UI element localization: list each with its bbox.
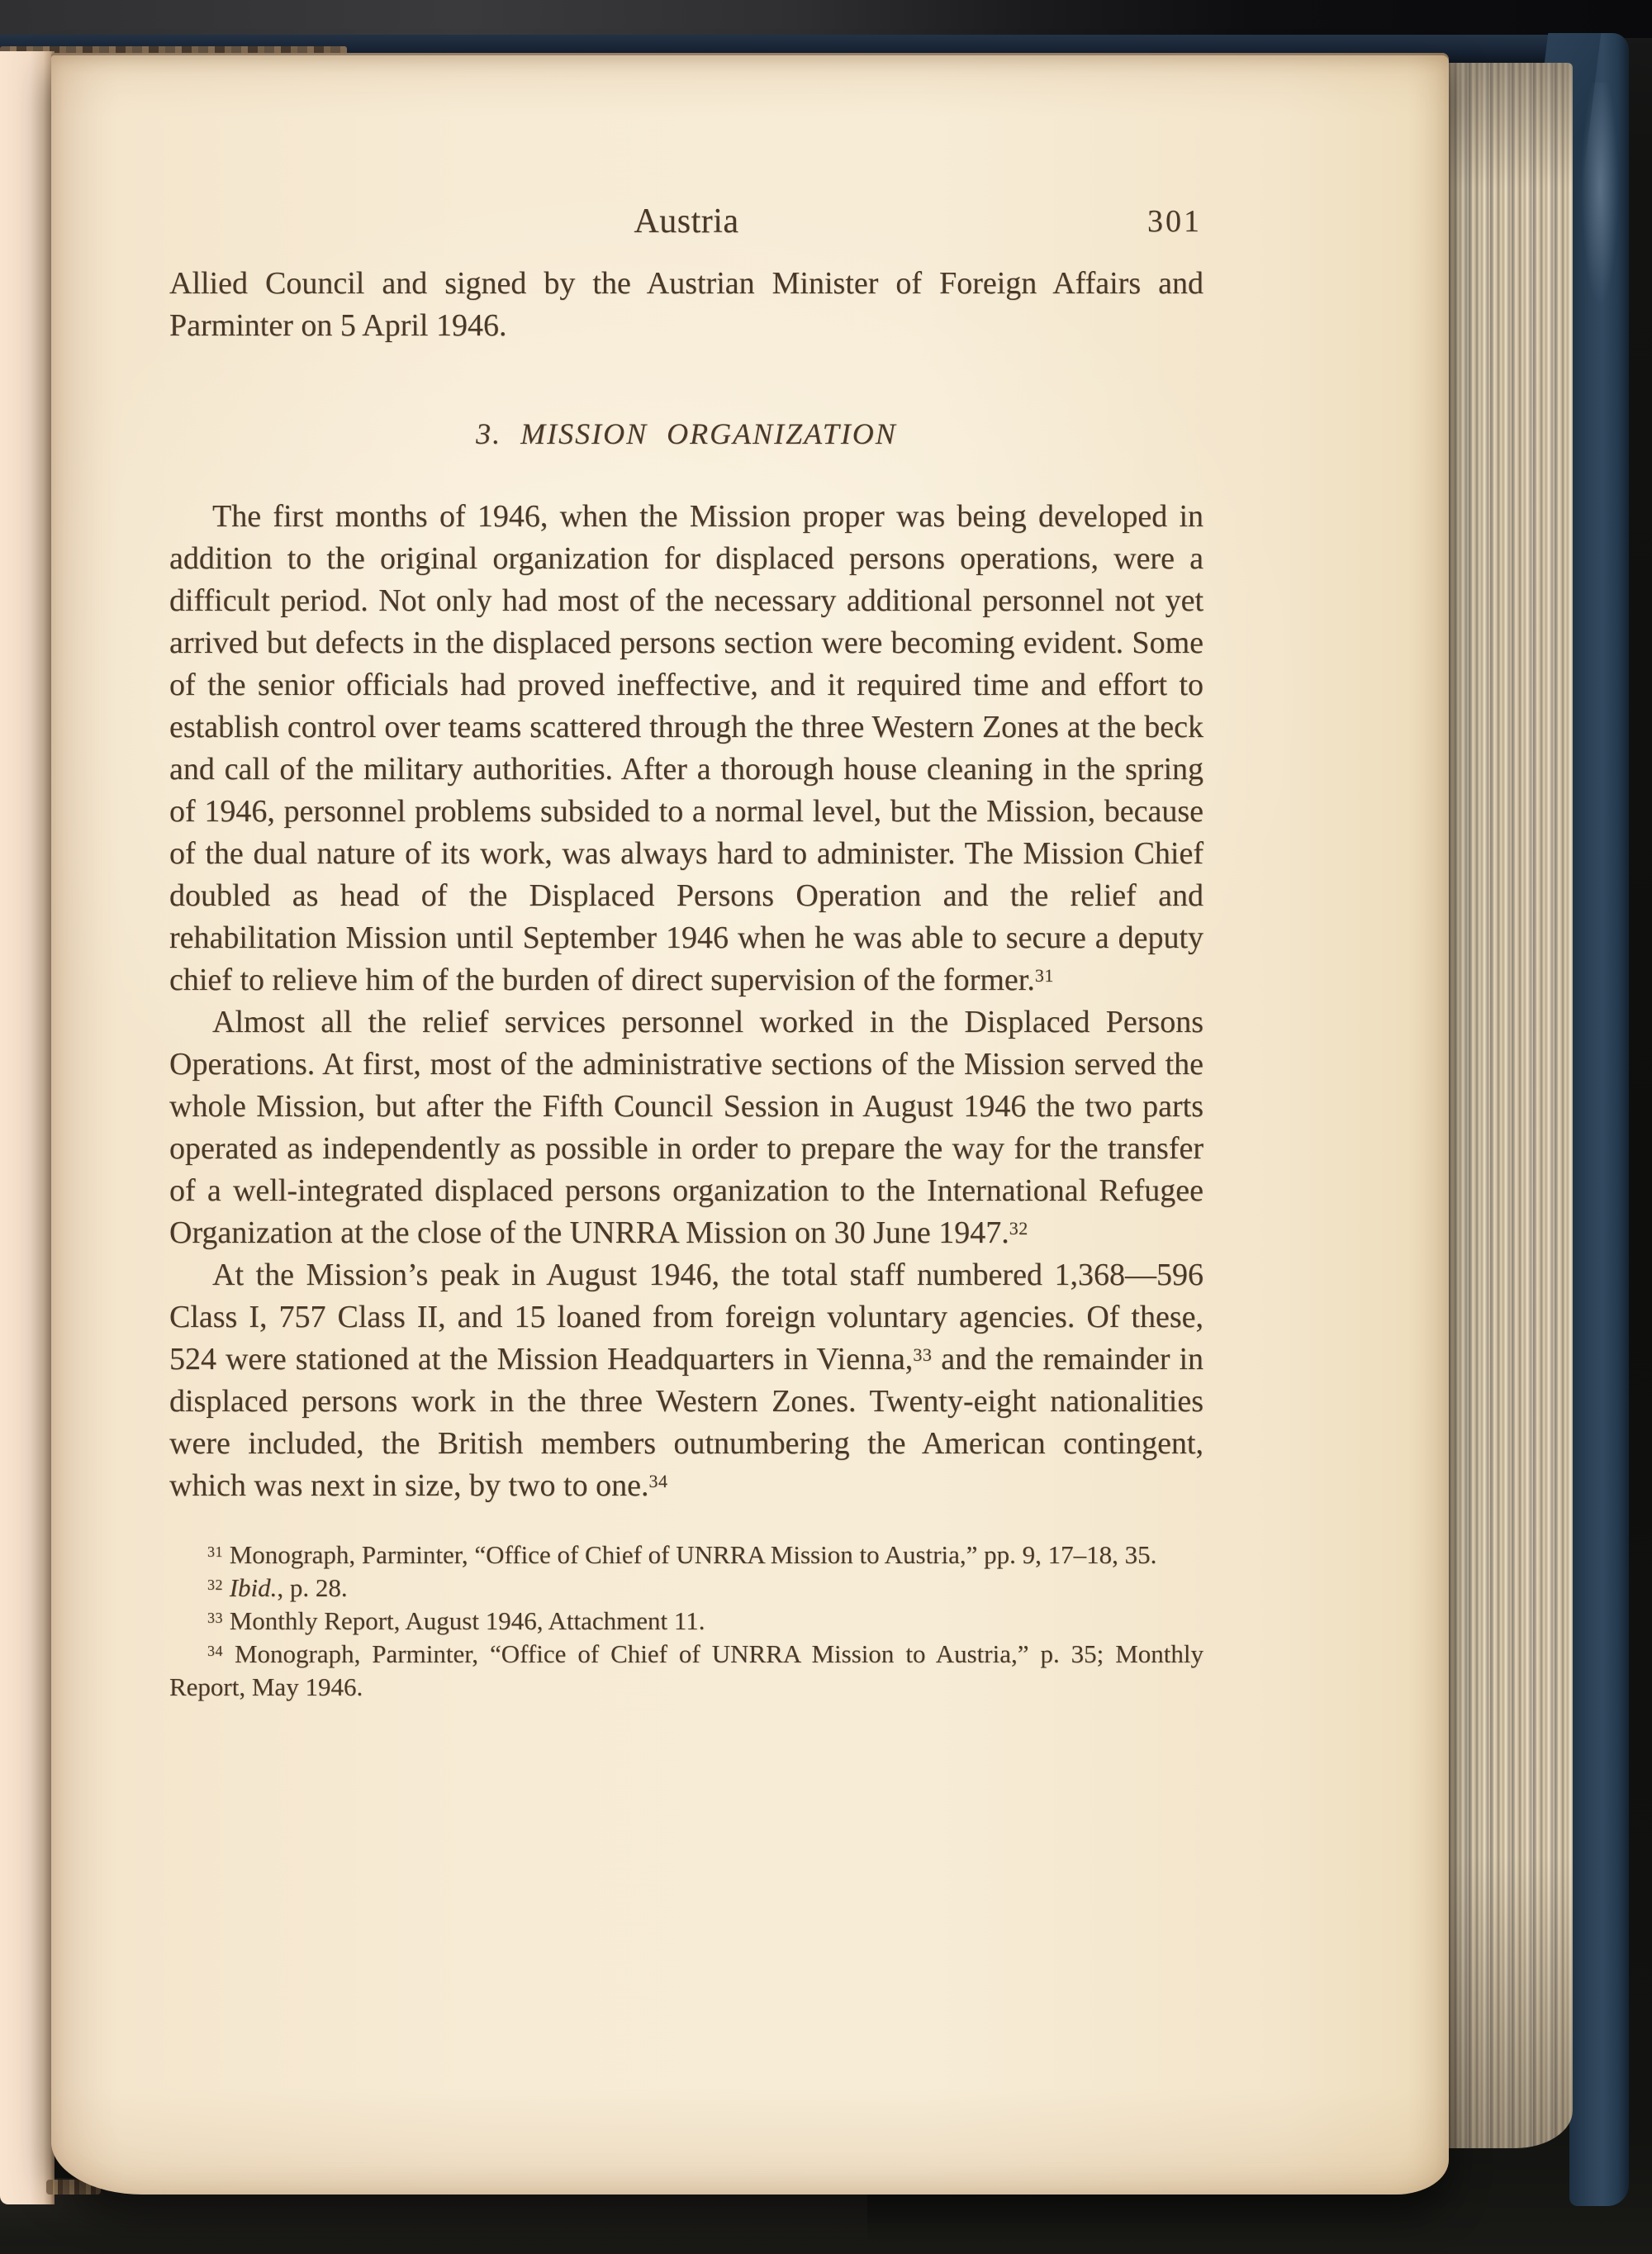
footnote-32 <box>169 1572 1203 1605</box>
paragraph-3-text-a: At the Mission’s peak in August 1946, the total staff numbered 1,368—596 Class I, 757 Class II, and 15 loaned from foreign voluntary agencies. Of these, 524 were stationed at the Mission Headquarters in Vienna, <box>169 1258 1203 1377</box>
text-column <box>169 202 1203 1704</box>
paragraph-2-text: Almost all the relief services personnel worked in the Displaced Persons Operations. At first, most of the administrative sections of the Mission served the whole Mission, but after the Fifth Council Session in August 1946 the two parts operated as independently as possible in order to prepare the way for the transfer of a well-integrated displaced persons organization to the International Refugee Organization at the close of the UNRRA Mission on 30 June 1947. <box>169 1005 1203 1250</box>
footnote-ref-32: 32 <box>1009 1218 1028 1239</box>
footnote-marker-34: 34 <box>207 1642 223 1659</box>
footnote-34 <box>169 1638 1203 1704</box>
book-cover-right-board <box>1569 33 1629 2206</box>
footnote-32-italic-text: Ibid. <box>229 1573 278 1602</box>
running-title: Austria <box>634 202 739 240</box>
book-page <box>51 53 1449 2195</box>
paragraph-1 <box>169 496 1203 1001</box>
paragraph-3 <box>169 1254 1203 1507</box>
page-number: 301 <box>1147 204 1202 239</box>
footnote-ref-31: 31 <box>1034 965 1054 987</box>
footnote-ref-34: 34 <box>648 1471 668 1492</box>
facing-page-edge <box>0 51 55 2204</box>
footnote-32-text: , p. 28. <box>277 1573 348 1602</box>
footnote-marker-32: 32 <box>207 1576 223 1593</box>
footnote-33 <box>169 1605 1203 1638</box>
footnote-34-text: Monograph, Parminter, “Office of Chief of UNRRA Mission to Austria,” p. 35; Monthly Report, May 1946. <box>169 1639 1204 1701</box>
paragraph-2 <box>169 1001 1203 1254</box>
continuation-paragraph: Allied Council and signed by the Austrian Minister of Foreign Affairs and Parminter on 5 April 1946. <box>169 266 1203 343</box>
background-top-shelf <box>0 0 1652 38</box>
footnotes-block <box>169 1538 1203 1704</box>
page-stack-fore-edge <box>1447 63 1573 2148</box>
footnote-33-text: Monthly Report, August 1946, Attachment 11. <box>229 1606 705 1635</box>
footnote-marker-33: 33 <box>207 1609 223 1626</box>
section-heading: 3. MISSION ORGANIZATION <box>476 417 897 450</box>
paragraph-1-text: The first months of 1946, when the Mission proper was being developed in addition to the original organization for displaced persons operations, were a difficult period. Not only had most of the necessary additional personnel not yet arrived but defects in the displaced persons section were becoming evident. Some of the senior officials had proved ineffective, and it required time and effort to establish control over teams scattered through the three Western Zones at the beck and call of the military authorities. After a thorough house cleaning in the spring of 1946, personnel problems subsided to a normal level, but the Mission, because of the dual nature of its work, was always hard to administer. The Mission Chief doubled as head of the Displaced Persons Operation and the relief and rehabilitation Mission until September 1946 when he was able to secure a deputy chief to relieve him of the burden of direct supervision of the former. <box>169 499 1203 997</box>
footnote-ref-33: 33 <box>913 1344 933 1366</box>
paragraph-3-text-b: and the remainder in displaced persons work in the three Western Zones. Twenty-eight nationalities were included, the British members outnumbering the American contingent, which was next in size, by two to one. <box>169 1342 1204 1503</box>
page-header <box>169 202 1203 250</box>
footnote-marker-31: 31 <box>207 1543 223 1560</box>
footnote-31-text: Monograph, Parminter, “Office of Chief of UNRRA Mission to Austria,” pp. 9, 17–18, 35. <box>229 1540 1157 1569</box>
footnote-31 <box>169 1538 1203 1572</box>
